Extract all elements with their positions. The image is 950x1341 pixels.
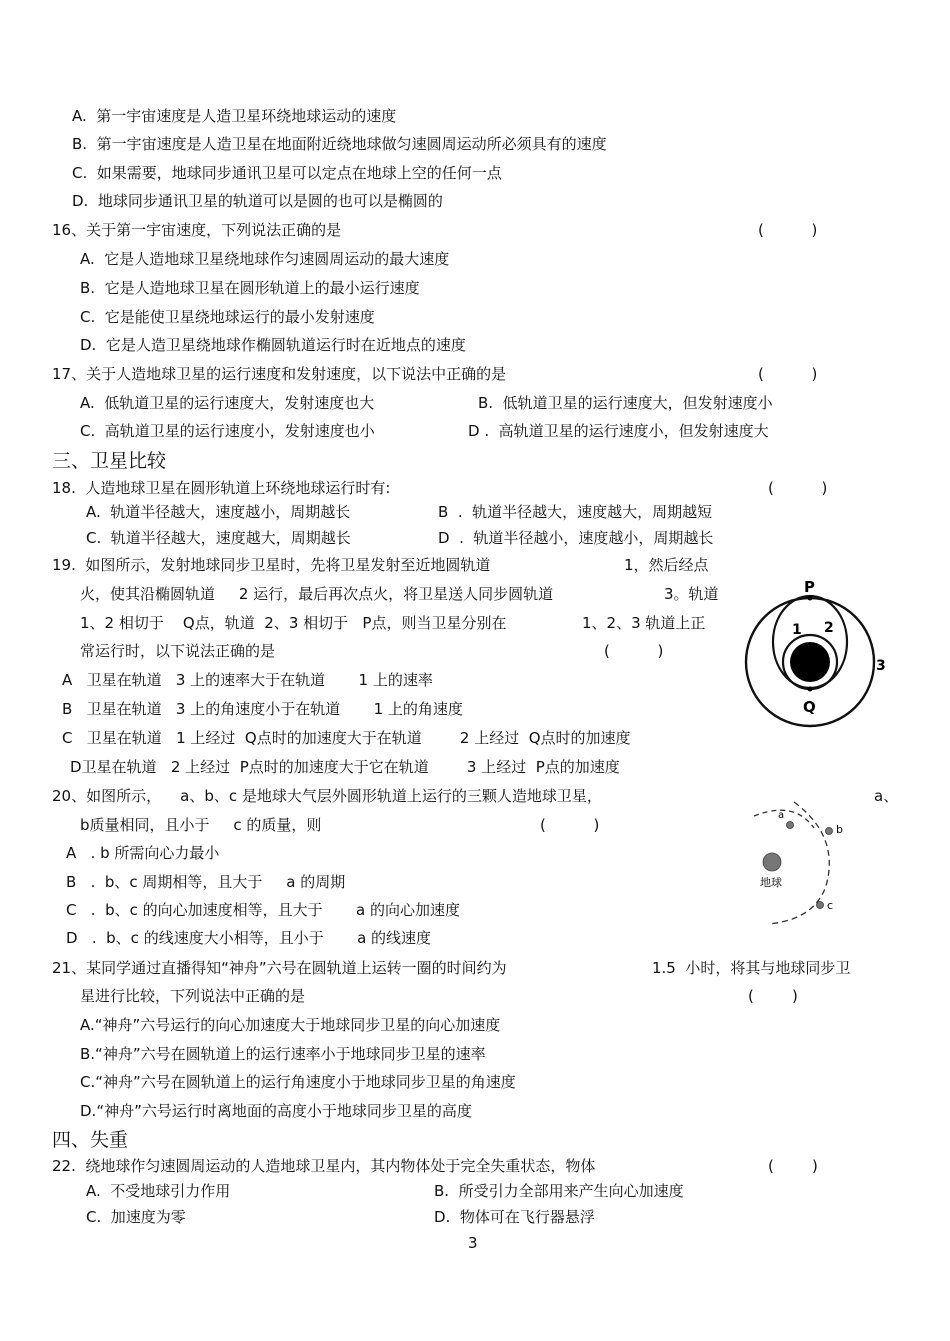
q20-stem-line2: b质量相同，且小于 c 的质量，则 [80,816,322,834]
q15-option-a: A. 第一宇宙速度是人造卫星环绕地球运动的速度 [72,107,397,125]
label-orbit-1: 1 [792,622,802,638]
q20-option-c: C . b、c 的向心加速度相等，且大于 a 的向心加速度 [66,901,460,919]
label-p: P [804,578,815,596]
q15-option-c: C. 如果需要，地球同步通讯卫星可以定点在地球上空的任何一点 [72,164,502,182]
q21-stem-line2: 星进行比较，下列说法中正确的是 [80,987,306,1005]
q18-option-a: A. 轨道半径越大，速度越小，周期越长 [86,503,351,521]
q21-option-b: B.“神舟”六号在圆轨道上的运行速率小于地球同步卫星的速率 [80,1045,486,1063]
section-heading-weightlessness: 四、失重 [52,1129,129,1151]
q19-stem-line2-end: 3。轨道 [664,585,719,603]
q17-stem: 17、关于人造地球卫星的运行速度和发射速度，以下说法中正确的是 [52,365,507,383]
q22-option-a: A. 不受地球引力作用 [86,1182,231,1200]
point-p-marker [808,596,813,601]
satellite-a [787,822,794,829]
q16-option-a: A. 它是人造地球卫星绕地球作匀速圆周运动的最大速度 [80,250,450,268]
q20-option-d: D . b、c 的线速度大小相等，且小于 a 的线速度 [66,929,432,947]
q22-option-d: D. 物体可在飞行器悬浮 [434,1208,595,1226]
q16-option-c: C. 它是能使卫星绕地球运行的最小发射速度 [80,308,375,326]
q20-option-a: A . b 所需向心力最小 [66,844,220,862]
q16-answer-paren: ( ) [758,221,818,239]
section-heading-satellite-comparison: 三、卫星比较 [52,450,167,472]
q20-stem-line1: 20、如图所示， a、b、c 是地球大气层外圆形轨道上运行的三颗人造地球卫星， [52,787,602,805]
point-q-marker [808,687,813,692]
q21-answer-paren: ( ) [748,987,798,1005]
q22-answer-paren: ( ) [768,1157,818,1175]
label-earth: 地球 [760,876,782,889]
satellite-b [826,828,833,835]
q18-option-c: C. 轨道半径越大，速度越大，周期越长 [86,529,351,547]
label-a: a [778,810,785,821]
earth-icon [790,642,830,682]
q18-option-d: D . 轨道半径越小，速度越小，周期越长 [438,529,714,547]
label-orbit-3: 3 [876,658,886,674]
q22-option-b: B. 所受引力全部用来产生向心加速度 [434,1182,684,1200]
page-number: 3 [468,1234,478,1252]
q19-orbit-figure [742,574,902,738]
q16-option-b: B. 它是人造地球卫星在圆形轨道上的最小运行速度 [80,279,420,297]
q20-satellite-figure [738,796,848,930]
label-orbit-2: 2 [824,620,834,636]
q21-stem-line1: 21、某同学通过直播得知“神舟”六号在圆轨道上运转一圈的时间约为 [52,959,507,977]
q15-option-d: D. 地球同步通讯卫星的轨道可以是圆的也可以是椭圆的 [72,192,443,210]
q20-option-b: B . b、c 周期相等，且大于 a 的周期 [66,873,346,891]
q17-option-b: B. 低轨道卫星的运行速度大，但发射速度小 [478,394,773,412]
q17-answer-paren: ( ) [758,365,818,383]
q19-stem-line2: 火，使其沿椭圆轨道 2 运行，最后再次点火，将卫星送人同步圆轨道 [80,585,554,603]
q18-stem: 18. 人造地球卫星在圆形轨道上环绕地球运行时有: [52,479,391,497]
q22-stem: 22. 绕地球作匀速圆周运动的人造地球卫星内，其内物体处于完全失重状态，物体 [52,1157,596,1175]
label-q: Q [803,698,816,716]
q19-answer-paren: ( ) [604,642,664,660]
label-c: c [827,899,834,912]
q19-stem-line1: 19. 如图所示，发射地球同步卫星时，先将卫星发射至近地圆轨道 [52,556,491,574]
q19-option-c: C 卫星在轨道 1 上经过 Q点时的加速度大于在轨道 2 上经过 Q点时的加速度 [62,729,631,747]
q15-option-b: B. 第一宇宙速度是人造卫星在地面附近绕地球做匀速圆周运动所必须具有的速度 [72,135,607,153]
q22-option-c: C. 加速度为零 [86,1208,186,1226]
q16-stem: 16、关于第一宇宙速度，下列说法正确的是 [52,221,342,239]
q17-option-d: D . 高轨道卫星的运行速度小，但发射速度大 [468,422,769,440]
earth-icon [763,853,781,871]
q17-option-a: A. 低轨道卫星的运行速度大，发射速度也大 [80,394,375,412]
q21-option-c: C.“神舟”六号在圆轨道上的运行角速度小于地球同步卫星的角速度 [80,1073,516,1091]
q16-option-d: D. 它是人造卫星绕地球作椭圆轨道运行时在近地点的速度 [80,336,466,354]
q21-option-d: D.“神舟”六号运行时离地面的高度小于地球同步卫星的高度 [80,1102,472,1120]
q21-option-a: A.“神舟”六号运行的向心加速度大于地球同步卫星的向心加速度 [80,1016,501,1034]
q20-stem-line1-end: a、 [874,787,899,805]
q20-answer-paren: ( ) [540,816,600,834]
q19-stem-line4: 常运行时，以下说法正确的是 [80,642,276,660]
q19-stem-line3: 1、2 相切于 Q点，轨道 2、3 相切于 P点，则当卫星分别在 [80,614,507,632]
q19-stem-line1-end: 1，然后经点 [624,556,709,574]
q19-option-d: D卫星在轨道 2 上经过 P点时的加速度大于它在轨道 3 上经过 P点的加速度 [70,758,620,776]
q21-stem-line1-end: 1.5 小时，将其与地球同步卫 [652,959,851,977]
q19-stem-line3-end: 1、2、3 轨道上正 [582,614,706,632]
q17-option-c: C. 高轨道卫星的运行速度小，发射速度也小 [80,422,375,440]
label-b: b [836,823,843,836]
q19-option-b: B 卫星在轨道 3 上的角速度小于在轨道 1 上的角速度 [62,700,463,718]
q18-answer-paren: ( ) [768,479,828,497]
q19-option-a: A 卫星在轨道 3 上的速率大于在轨道 1 上的速率 [62,671,433,689]
q18-option-b: B . 轨道半径越大，速度越大，周期越短 [438,503,713,521]
satellite-c [817,902,824,909]
